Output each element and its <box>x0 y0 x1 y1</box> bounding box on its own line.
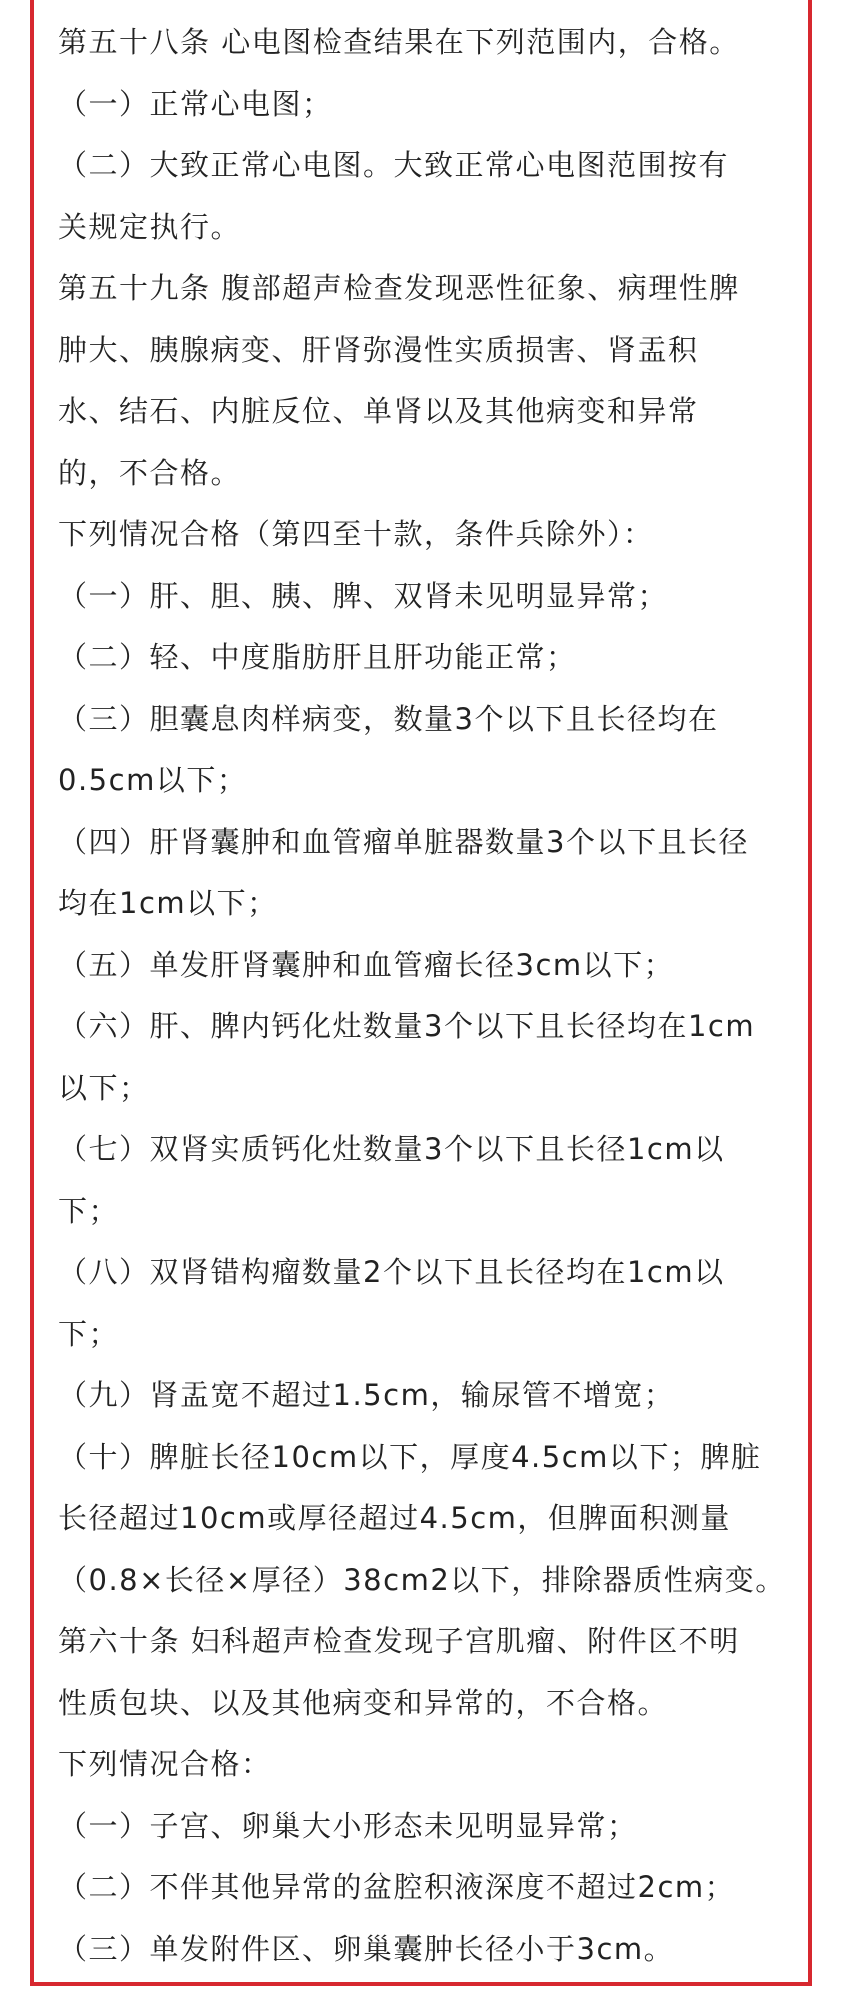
article-58-item-2: （二）大致正常心电图。大致正常心电图范围按有 <box>58 148 730 182</box>
article-60-item-2: （二）不伴其他异常的盆腔积液深度不超过2cm； <box>58 1870 736 1904</box>
article-60-qualified-intro: 下列情况合格： <box>58 1747 272 1781</box>
article-59-heading-cont-1: 肿大、胰腺病变、肝肾弥漫性实质损害、肾盂积 <box>58 332 699 367</box>
article-59-item-4: （四）肝肾囊肿和血管瘤单脏器数量3个以下且长径 <box>58 824 749 859</box>
article-58-heading: 第五十八条 心电图检查结果在下列范围内，合格。 <box>58 25 740 59</box>
article-59-item-9: （九）肾盂宽不超过1.5cm，输尿管不增宽； <box>58 1378 675 1412</box>
article-59-item-10-cont-1: 长径超过10cm或厚径超过4.5cm，但脾面积测量 <box>58 1501 731 1535</box>
article-59-heading-cont-2: 水、结石、内脏反位、单肾以及其他病变和异常 <box>58 394 699 428</box>
article-58-item-2-cont: 关规定执行。 <box>58 209 242 244</box>
article-59-item-10-cont-2: （0.8×长径×厚径）38cm2以下，排除器质性病变。 <box>58 1562 786 1597</box>
article-59-item-6: （六）肝、脾内钙化灶数量3个以下且长径均在1cm <box>58 1009 756 1043</box>
article-60-heading-cont: 性质包块、以及其他病变和异常的，不合格。 <box>58 1685 669 1720</box>
article-59-heading-cont-3: 的，不合格。 <box>58 455 242 490</box>
article-59-item-7-cont: 下； <box>58 1193 120 1228</box>
article-60-item-1: （一）子宫、卵巢大小形态未见明显异常； <box>58 1808 638 1843</box>
article-59-heading: 第五十九条 腹部超声检查发现恶性征象、病理性脾 <box>58 271 740 305</box>
article-59-item-5: （五）单发肝肾囊肿和血管瘤长径3cm以下； <box>58 947 675 982</box>
article-59-item-10: （十）脾脏长径10cm以下，厚度4.5cm以下；脾脏 <box>58 1439 762 1474</box>
article-59-item-8-cont: 下； <box>58 1316 120 1351</box>
article-60-heading: 第六十条 妇科超声检查发现子宫肌瘤、附件区不明 <box>58 1624 740 1658</box>
article-59-item-4-cont: 均在1cm以下； <box>58 886 278 920</box>
article-59-item-1: （一）肝、胆、胰、脾、双肾未见明显异常； <box>58 578 669 613</box>
regulation-text <box>58 12 793 1980</box>
article-59-item-3: （三）胆囊息肉样病变，数量3个以下且长径均在 <box>58 701 719 736</box>
article-59-qualified-intro: 下列情况合格（第四至十款，条件兵除外）： <box>58 517 654 551</box>
article-58-item-1: （一）正常心电图； <box>58 86 333 121</box>
article-59-item-8: （八）双肾错构瘤数量2个以下且长径均在1cm以 <box>58 1255 725 1289</box>
article-59-item-7: （七）双肾实质钙化灶数量3个以下且长径1cm以 <box>58 1132 725 1166</box>
article-60-item-3: （三）单发附件区、卵巢囊肿长径小于3cm。 <box>58 1931 675 1966</box>
bottom-margin <box>0 1994 843 2000</box>
article-59-item-3-cont: 0.5cm以下； <box>58 763 248 797</box>
article-59-item-2: （二）轻、中度脂肪肝且肝功能正常； <box>58 640 577 674</box>
article-59-item-6-cont: 以下； <box>58 1070 150 1105</box>
